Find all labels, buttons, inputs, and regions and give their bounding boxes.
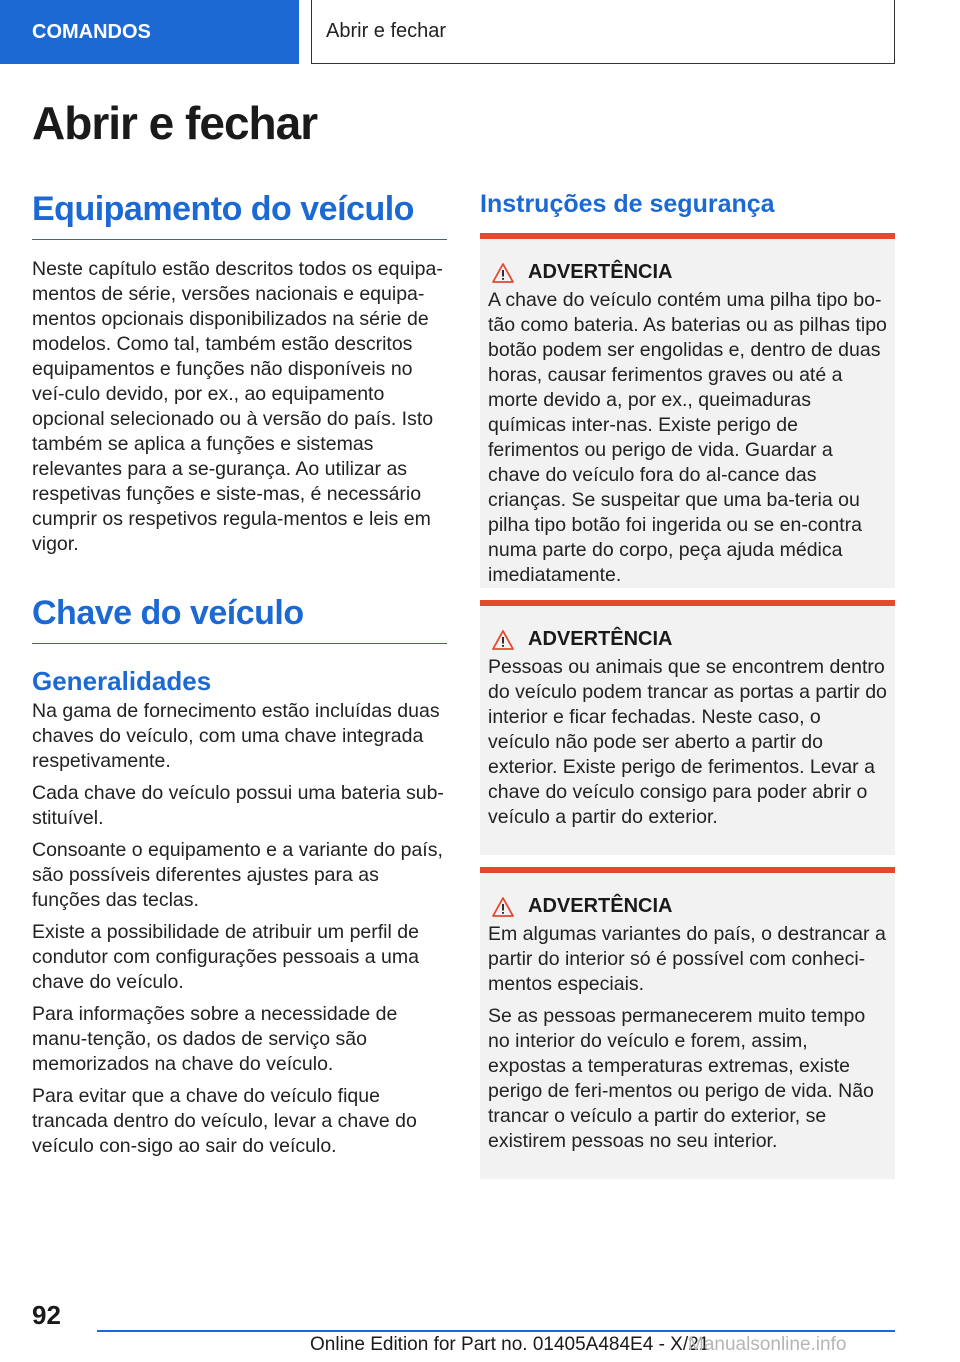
warning-label: ADVERTÊNCIA xyxy=(528,628,673,650)
warning-header xyxy=(488,261,887,284)
key-paragraph: Na gama de fornecimento estão incluídas duas chaves do veículo, com uma chave integrada respetivamente. xyxy=(32,700,440,772)
warning-box xyxy=(480,867,895,1179)
warning-text: Pessoas ou animais que se encontrem dentro do veículo podem trancar as portas a partir do interior e ficar fechadas. Neste caso, o veículo não pode ser aberto a partir do exterior. Existe perigo de ferimentos. Levar a chave do veículo consigo para poder abrir o veículo a partir do exterior. xyxy=(488,656,887,828)
warning-box xyxy=(480,233,895,588)
equipment-heading: Equipamento do veículo xyxy=(32,190,447,240)
warning-label: ADVERTÊNCIA xyxy=(528,261,673,283)
warning-triangle-icon xyxy=(492,897,514,917)
warning-header xyxy=(488,628,887,651)
key-heading: Chave do veículo xyxy=(32,594,447,644)
chapter-tab[interactable]: Abrir e fechar xyxy=(311,0,895,64)
warning-text: Em algumas variantes do país, o destrancar a partir do interior só é possível com conheci-mentos especiais. xyxy=(488,923,886,995)
warning-text: A chave do veículo contém uma pilha tipo bo-tão como bateria. As baterias ou as pilhas tipo botão podem ser engolidas e, dentro de duas horas, causar ferimentos graves ou até a morte devido a, por ex., queimaduras químicas inter-nas. Existe perigo de ferimentos ou perigo de vida. Guardar a chave do veículo fora do al-cance das crianças. Se suspeitar que uma ba-teria ou pilha tipo botão foi ingerida ou se en-contra numa parte do corpo, peça ajuda médica imediatamente. xyxy=(488,289,887,586)
safety-heading: Instruções de segurança xyxy=(480,190,775,218)
key-paragraph: Cada chave do veículo possui uma bateria sub-stituível. xyxy=(32,782,444,829)
edition-text: Online Edition for Part no. 01405A484E4 - X/21 xyxy=(310,1334,710,1355)
warning-box xyxy=(480,600,895,855)
page-number: 92 xyxy=(32,1300,61,1330)
warning-label: ADVERTÊNCIA xyxy=(528,895,673,917)
right-column xyxy=(480,190,895,1179)
key-paragraph: Para evitar que a chave do veículo fique trancada dentro do veículo, levar a chave do veículo con-sigo ao sair do veículo. xyxy=(32,1085,417,1157)
key-paragraph: Existe a possibilidade de atribuir um perfil de condutor com configurações pessoais a uma chave do veículo. xyxy=(32,921,419,993)
page-title: Abrir e fechar xyxy=(32,97,318,149)
warning-triangle-icon xyxy=(492,263,514,283)
warning-triangle-icon xyxy=(492,630,514,650)
key-paragraph: Para informações sobre a necessidade de manu-tenção, os dados de serviço são memorizados na chave do veículo. xyxy=(32,1003,398,1075)
equipment-paragraph: Neste capítulo estão descritos todos os equipa-mentos de série, versões nacionais e equipa-mentos opcionais disponibilizados na série de modelos. Como tal, também estão descritos equipamentos e funções não disponíveis no veí-culo devido, por ex., ao equipamento opcional selecionado ou à versão do país. Isto também se aplica a funções e sistemas relevantes para a se-gurança. Ao utilizar as respetivas funções e siste-mas, é necessário cumprir os respetivos regula-mentos e leis em vigor. xyxy=(32,258,443,555)
left-column xyxy=(32,190,447,1166)
section-tab[interactable]: COMANDOS xyxy=(0,0,299,64)
footer-rule xyxy=(97,1330,895,1332)
watermark: Manualsonline.info xyxy=(688,1334,847,1355)
warning-header xyxy=(488,895,887,918)
warning-text: Se as pessoas permanecerem muito tempo no interior do veículo e forem, assim, expostas a temperaturas extremas, existe perigo de feri-mentos ou perigo de vida. Não trancar o veículo a partir do exterior, se existirem pessoas no seu interior. xyxy=(488,1005,874,1152)
generalities-subheading: Generalidades xyxy=(32,666,212,696)
key-paragraph: Consoante o equipamento e a variante do país, são possíveis diferentes ajustes para as funções das teclas. xyxy=(32,839,443,911)
